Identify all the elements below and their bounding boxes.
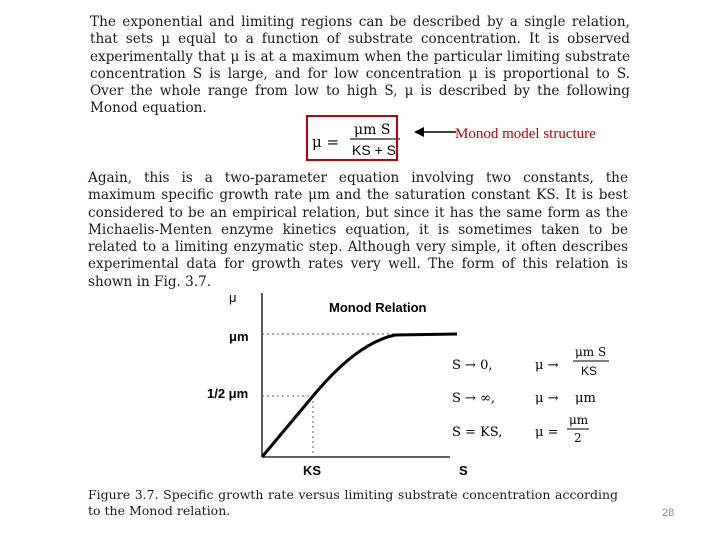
equation-denominator: KS + S [352,142,396,158]
y-tick-mumax: μm [229,329,249,344]
monod-figure [195,285,635,485]
limit-3-condition: S = KS, [452,425,503,440]
limit-3-denominator: 2 [574,431,582,445]
y-tick-half-mumax: 1/2 μm [207,386,249,401]
limit-1-denominator: KS [581,364,598,378]
limit-3-lhs: μ = [535,425,559,440]
annotation-arrow [414,124,456,140]
figure-caption [88,487,618,518]
x-tick-ks: KS [303,463,322,478]
figure-caption-text: Figure 3.7. Specific growth rate versus limiting substrate concentration according to the Monod relation. [88,487,618,518]
limit-1-condition: S → 0, [452,358,493,373]
limit-1-lhs: μ → [535,358,559,373]
intro-paragraph [90,14,630,118]
y-axis-label: μ [229,290,237,305]
figure-title: Monod Relation [329,300,427,315]
intro-paragraph-text: The exponential and limiting regions can be described by a single relation, that sets μ equal to a function of substrate concentration. It is observed experimentally that μ is at a maximum when the particular limiting substrate concentration S is large, and for low concentration μ is proportional to S. Over the whole range from low to high S, μ is described by the following Monod equation. [90,14,630,117]
monod-curve [262,334,457,457]
explanation-paragraph [88,170,628,291]
limit-2-lhs: μ → [535,391,559,406]
page-number: 28 [662,507,675,519]
limit-1-numerator: μm S [575,345,607,359]
limit-2-value: μm [575,391,596,406]
explanation-paragraph-text: Again, this is a two-parameter equation involving two constants, the maximum specific growth rate μm and the saturation constant KS. It is best considered to be an empirical relation, but since it has the same form as the Michaelis-Menten enzyme kinetics equation, it is sometimes taken to be related to a limiting enzymatic step. Although very simple, it often describes experimental data for growth rates very well. The form of this relation is shown in Fig. 3.7. [88,170,628,290]
annotation-label: Monod model structure [455,126,596,142]
limit-2-condition: S → ∞, [452,391,496,406]
x-tick-s: S [459,463,468,478]
equation-lhs: μ = [312,133,340,151]
limit-3-numerator: μm [569,413,589,427]
equation-highlight-box [306,115,398,161]
equation-numerator: μm S [354,122,391,138]
